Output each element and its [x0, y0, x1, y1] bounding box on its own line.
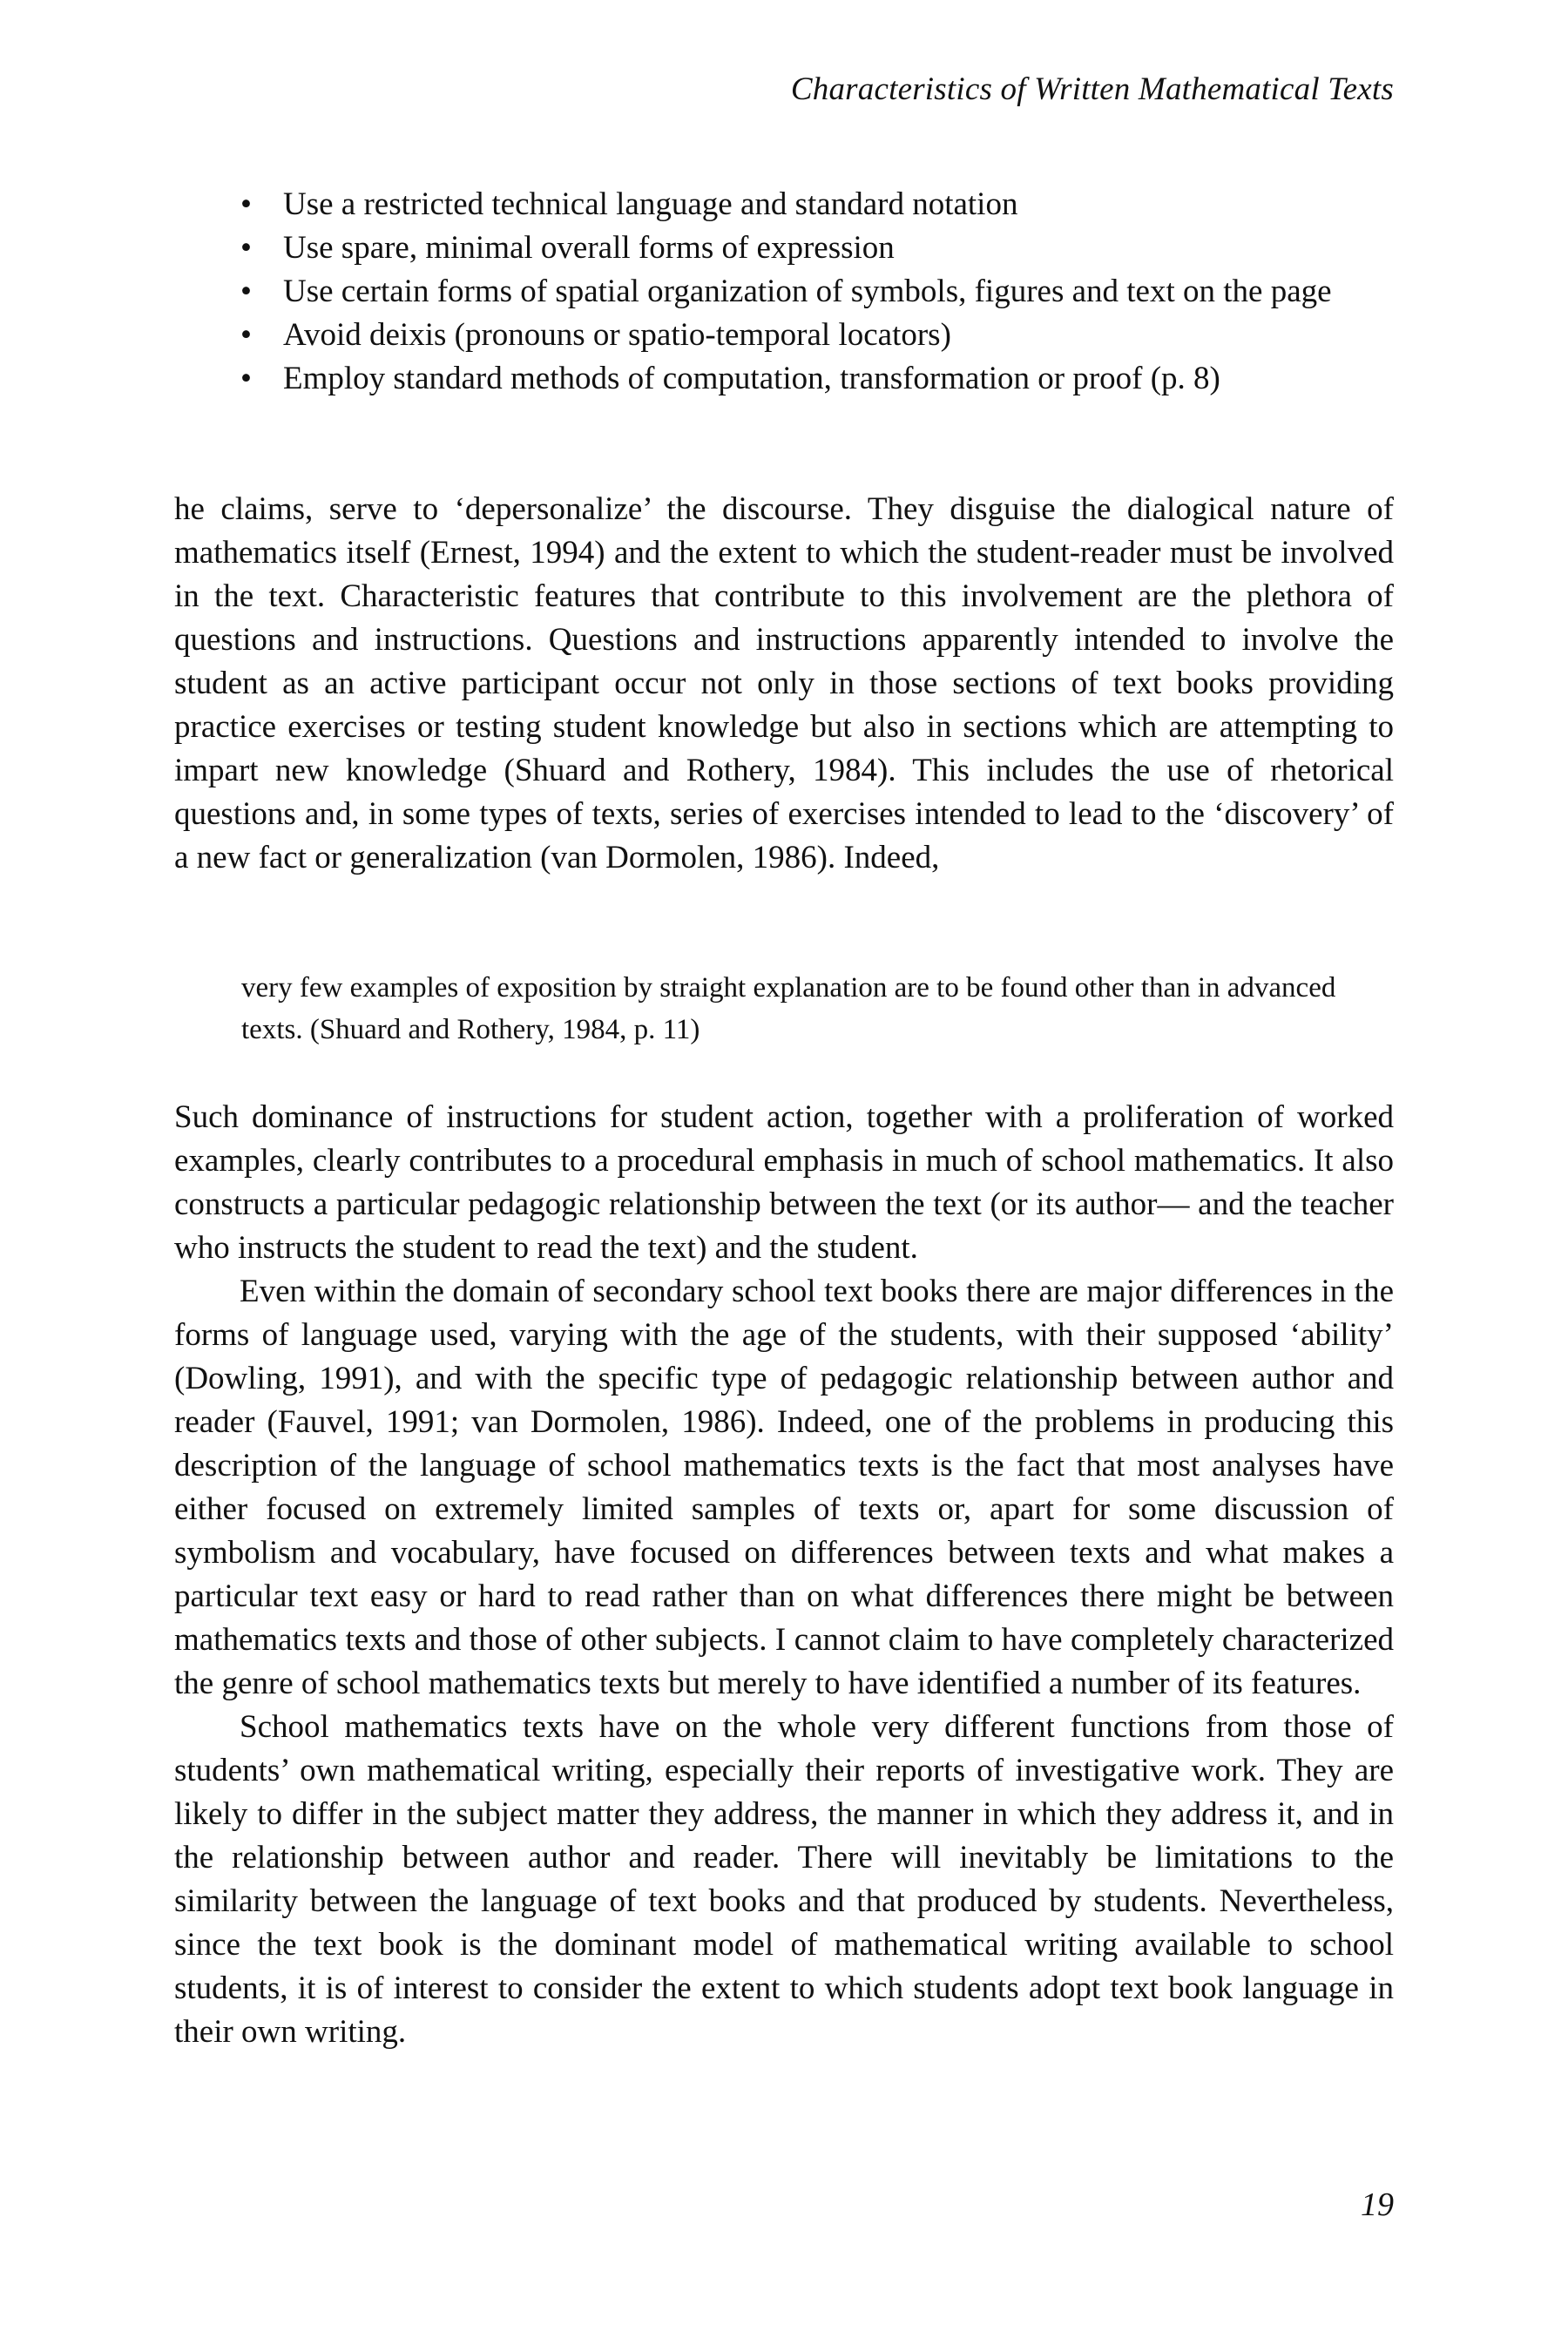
bullet-item-text: Use spare, minimal overall forms of expression [283, 230, 895, 266]
bullet-item-text: Employ standard methods of computation, transformation or proof (p. 8) [283, 361, 1220, 396]
body-paragraphs [174, 1096, 1394, 2054]
bullet-item-text: Avoid deixis (pronouns or spatio-temporal locators) [283, 317, 951, 353]
bullet-item-text: Use certain forms of spatial organization of symbols, figures and text on the page [283, 274, 1332, 309]
paragraph-text: School mathematics texts have on the whole very different functions from those of students’ own mathematical writing, especially their reports of investigative work. They are likely to differ in the subject matter they address, the manner in which they address it, and in the relationship between author and reader. There will inevitably be limitations to the similarity between the language of text books and that produced by students. Nevertheless, since the text book is the dominant model of mathematical writing available to school students, it is of interest to consider the extent to which students adopt text book language in their own writing. [174, 1709, 1394, 2050]
bullet-item-text: Use a restricted technical language and standard notation [283, 186, 1018, 222]
bullet-icon: • [240, 230, 252, 266]
bullet-item [174, 357, 1394, 401]
page-number: 19 [1361, 2186, 1394, 2223]
bullet-icon: • [240, 186, 252, 222]
paragraph-text: Even within the domain of secondary school text books there are major differences in the forms of language used, varying with the age of the students, with their supposed ‘ability’ (Dowling, 1991), and with the specific type of pedagogic relationship between author and reader (Fauvel, 1991; van Dormolen, 1986). Indeed, one of the problems in producing this description of the language of school mathematics texts is the fact that most analyses have either focused on extremely limited samples of texts or, apart for some discussion of symbolism and vocabulary, have focused on differences between texts and what makes a particular text easy or hard to read rather than on what differences there might be between mathematics texts and those of other subjects. I cannot claim to have completely characterized the genre of school mathematics texts but merely to have identified a number of its features. [174, 1274, 1394, 1701]
bullet-item [174, 314, 1394, 357]
running-head-title: Characteristics of Written Mathematical Texts [790, 71, 1394, 107]
block-quote: very few examples of exposition by straight explanation are to be found other than in advanced texts. (Shuard and Rothery, 1984, p. 11) [241, 972, 1336, 1045]
paragraph-text: Such dominance of instructions for student action, together with a proliferation of worked examples, clearly contributes to a procedural emphasis in much of school mathematics. It also constructs a particular pedagogic relationship between the text (or its author— and the teacher who instructs the student to read the text) and the student. [174, 1099, 1394, 1266]
bullet-icon: • [240, 274, 252, 309]
bullet-icon: • [240, 361, 252, 396]
body-paragraph-continuation [174, 488, 1394, 880]
bullet-item [174, 183, 1394, 226]
paragraph-text: he claims, serve to ‘depersonalize’ the discourse. They disguise the dialogical nature of mathematics itself (Ernest, 1994) and the extent to which the student-reader must be involved in the text. Characteristic features that contribute to this involvement are the plethora of questions and instructions. Questions and instructions apparently intended to involve the student as an active participant occur not only in those sections of text books providing practice exercises or testing student knowledge but also in sections which are attempting to impart new knowledge (Shuard and Rothery, 1984). This includes the use of rhetorical questions and, in some types of texts, series of exercises intended to lead to the ‘discovery’ of a new fact or generalization (van Dormolen, 1986). Indeed, [174, 491, 1394, 875]
bullet-item [174, 270, 1394, 314]
bullet-icon: • [240, 317, 252, 353]
features-bullet-list [174, 183, 1394, 401]
bullet-item [174, 226, 1394, 270]
